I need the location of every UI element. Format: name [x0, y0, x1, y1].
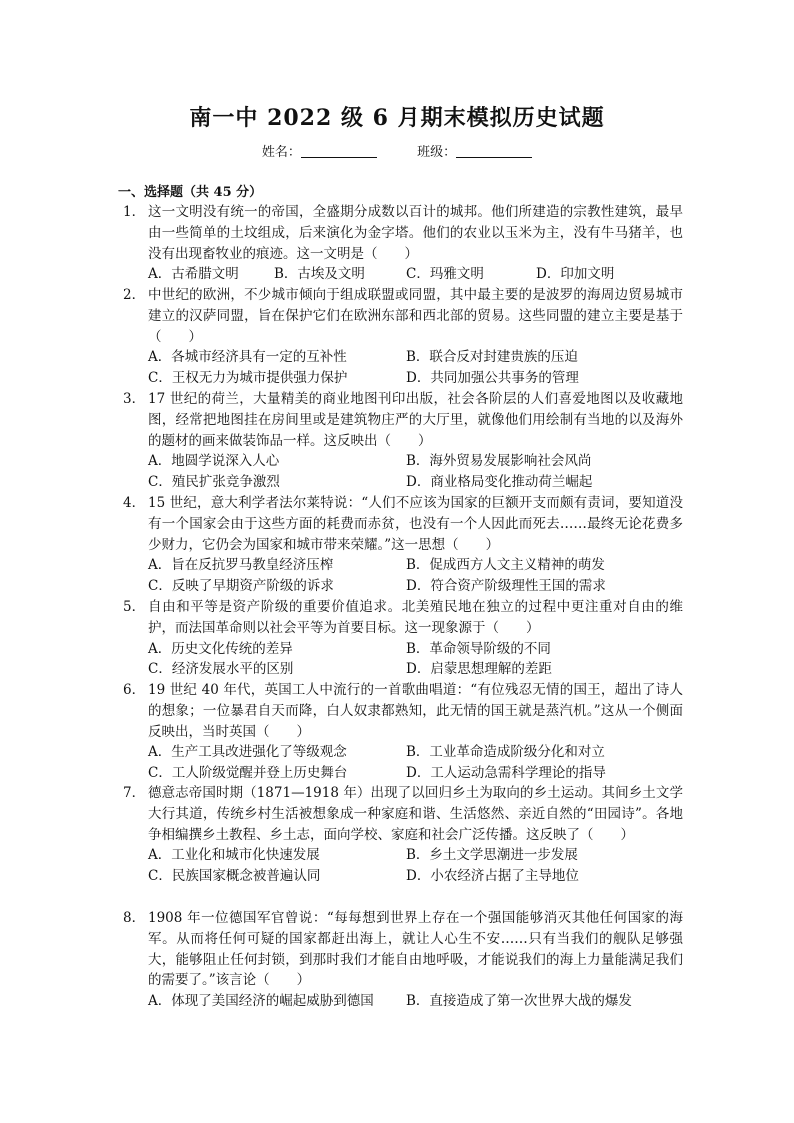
question-stem: 17 世纪的荷兰，大量精美的商业地图刊印出版，社会各阶层的人们喜爱地图以及收藏地图，经常把地图挂在房间里或是建筑物庄严的大厅里，就像他们用绘制有当地的以及海外的题材的画来做装饰品一样。这反映出（ ） [148, 391, 683, 449]
option-d[interactable]: D．小农经济占据了主导地位 [406, 868, 579, 885]
option-a[interactable]: A．生产工具改进强化了等级观念 [148, 744, 347, 761]
question-number: 3． [123, 391, 146, 407]
question-stem: 自由和平等是资产阶级的重要价值追求。北美殖民地在独立的过程中更注重对自由的维护，而法国革命则以社会平等为首要目标。这一现象源于（ ） [148, 599, 683, 636]
option-d[interactable]: D．印加文明 [536, 266, 615, 283]
option-b[interactable]: B．革命领导阶级的不同 [406, 640, 551, 657]
option-row [148, 451, 683, 472]
question-number: 6． [123, 682, 146, 698]
option-a[interactable]: A．旨在反抗罗马教皇经济压榨 [148, 557, 334, 574]
question-number: 1． [123, 204, 146, 220]
question-stem: 中世纪的欧洲，不少城市倾向于组成联盟或同盟，其中最主要的是波罗的海周边贸易城市建立的汉萨同盟，旨在保护它们在欧洲东部和西北部的贸易。这些同盟的建立主要是基于（ ） [148, 287, 683, 345]
option-b[interactable]: B．促成西方人文主义精神的萌发 [406, 557, 605, 574]
option-b[interactable]: B．工业革命造成阶级分化和对立 [406, 744, 605, 761]
option-row [148, 659, 683, 680]
option-row [148, 763, 683, 784]
question-6 [123, 680, 683, 784]
question-stem: 这一文明没有统一的帝国，全盛期分成数以百计的城邦。他们所建造的宗教性建筑，最早由一些简单的土坟组成，后来演化为金字塔。他们的农业以玉米为主，没有牛马猪羊，也没有出现畜牧业的痕迹。这一文明是（ ） [148, 204, 683, 262]
option-d[interactable]: D．符合资产阶级理性王国的需求 [406, 578, 606, 595]
question-8 [123, 908, 683, 1012]
question-number: 7． [123, 785, 146, 801]
option-a[interactable]: A．历史文化传统的差异 [148, 640, 293, 657]
option-row [148, 555, 683, 576]
question-4 [123, 493, 683, 597]
option-row [148, 472, 683, 493]
question-number: 2． [123, 287, 146, 303]
student-info [0, 141, 794, 160]
option-b[interactable]: B．直接造成了第一次世界大战的爆发 [406, 993, 632, 1010]
section-heading: 一、选择题（共 45 分） [118, 185, 263, 200]
option-b[interactable]: B．海外贸易发展影响社会风尚 [406, 453, 592, 470]
class-field[interactable] [456, 145, 532, 158]
question-stem: 19 世纪 40 年代，英国工人中流行的一首歌曲唱道：“有位残忍无情的国王，超出了诗人的想象；一位暴君自天而降，白人奴隶都熟知，此无情的国王就是蒸汽机。”这从一个侧面反映出，当时英国（ ） [148, 682, 683, 740]
option-c[interactable]: C．王权无力为城市提供强力保护 [148, 370, 348, 387]
question-number: 4． [123, 495, 146, 511]
question-number: 8． [123, 910, 146, 926]
option-d[interactable]: D．商业格局变化推动荷兰崛起 [406, 474, 593, 491]
question-3 [123, 389, 683, 493]
question-number: 5． [123, 599, 146, 615]
class-label: 班级： [417, 145, 457, 160]
option-c[interactable]: C．民族国家概念被普遍认同 [148, 868, 321, 885]
name-label: 姓名： [261, 145, 301, 160]
option-a[interactable]: A．工业化和城市化快速发展 [148, 847, 320, 864]
question-5 [123, 597, 683, 680]
option-row [148, 368, 683, 389]
question-stem: 15 世纪，意大利学者法尔莱特说：“人们不应该为国家的巨额开支而颇有责词，要知道没有一个国家会由于这些方面的耗费而赤贫，也没有一个人因此而死去……最终无论花费多少财力，它仍会为国家和城市带来荣耀。”这一思想（ ） [148, 495, 683, 553]
question-stem: 1908 年一位德国军官曾说：“每每想到世界上存在一个强国能够消灭其他任何国家的海军。从而将任何可疑的国家都赶出海上，就让人心生不安……只有当我们的舰队足够强大，能够阻止任何封锁，到那时我们才能自由地呼吸，才能说我们的海上力量能满足我们的需要了。”该言论（ ） [148, 910, 683, 989]
option-row [148, 866, 683, 887]
question-2 [123, 285, 683, 389]
option-a[interactable]: A．古希腊文明 [148, 266, 239, 283]
question-stem: 德意志帝国时期（1871—1918 年）出现了以回归乡土为取向的乡土运动。其间乡土文学大行其道，传统乡村生活被想象成一种家庭和谐、生活悠然、亲近自然的“田园诗”。各地争相编撰乡土教程、乡土志，面向学校、家庭和社会广泛传播。这反映了（ ） [148, 785, 683, 843]
option-c[interactable]: C．经济发展水平的区别 [148, 661, 294, 678]
option-b[interactable]: B．乡土文学思潮进一步发展 [406, 847, 578, 864]
question-7 [123, 783, 683, 887]
option-a[interactable]: A．各城市经济具有一定的互补性 [148, 349, 347, 366]
option-c[interactable]: C．反映了早期资产阶级的诉求 [148, 578, 334, 595]
option-b[interactable]: B．联合反对封建贵族的压迫 [406, 349, 578, 366]
option-d[interactable]: D．工人运动急需科学理论的指导 [406, 765, 606, 782]
page-title: 南一中 2022 级 6 月期末模拟历史试题 [189, 105, 605, 131]
option-c[interactable]: C．工人阶级觉醒并登上历史舞台 [148, 765, 348, 782]
option-b[interactable]: B．古埃及文明 [274, 266, 365, 283]
option-row [148, 264, 683, 285]
option-c[interactable]: C．玛雅文明 [406, 266, 484, 283]
option-row [148, 639, 683, 660]
option-row [148, 576, 683, 597]
question-1 [123, 202, 683, 285]
option-row [148, 742, 683, 763]
option-row [148, 991, 683, 1012]
option-a[interactable]: A．体现了美国经济的崛起威胁到德国 [148, 993, 374, 1010]
option-row [148, 845, 683, 866]
option-a[interactable]: A．地圆学说深入人心 [148, 453, 280, 470]
option-d[interactable]: D．启蒙思想理解的差距 [406, 661, 552, 678]
name-field[interactable] [301, 145, 377, 158]
option-row [148, 347, 683, 368]
option-d[interactable]: D．共同加强公共事务的管理 [406, 370, 579, 387]
option-c[interactable]: C．殖民扩张竞争激烈 [148, 474, 280, 491]
